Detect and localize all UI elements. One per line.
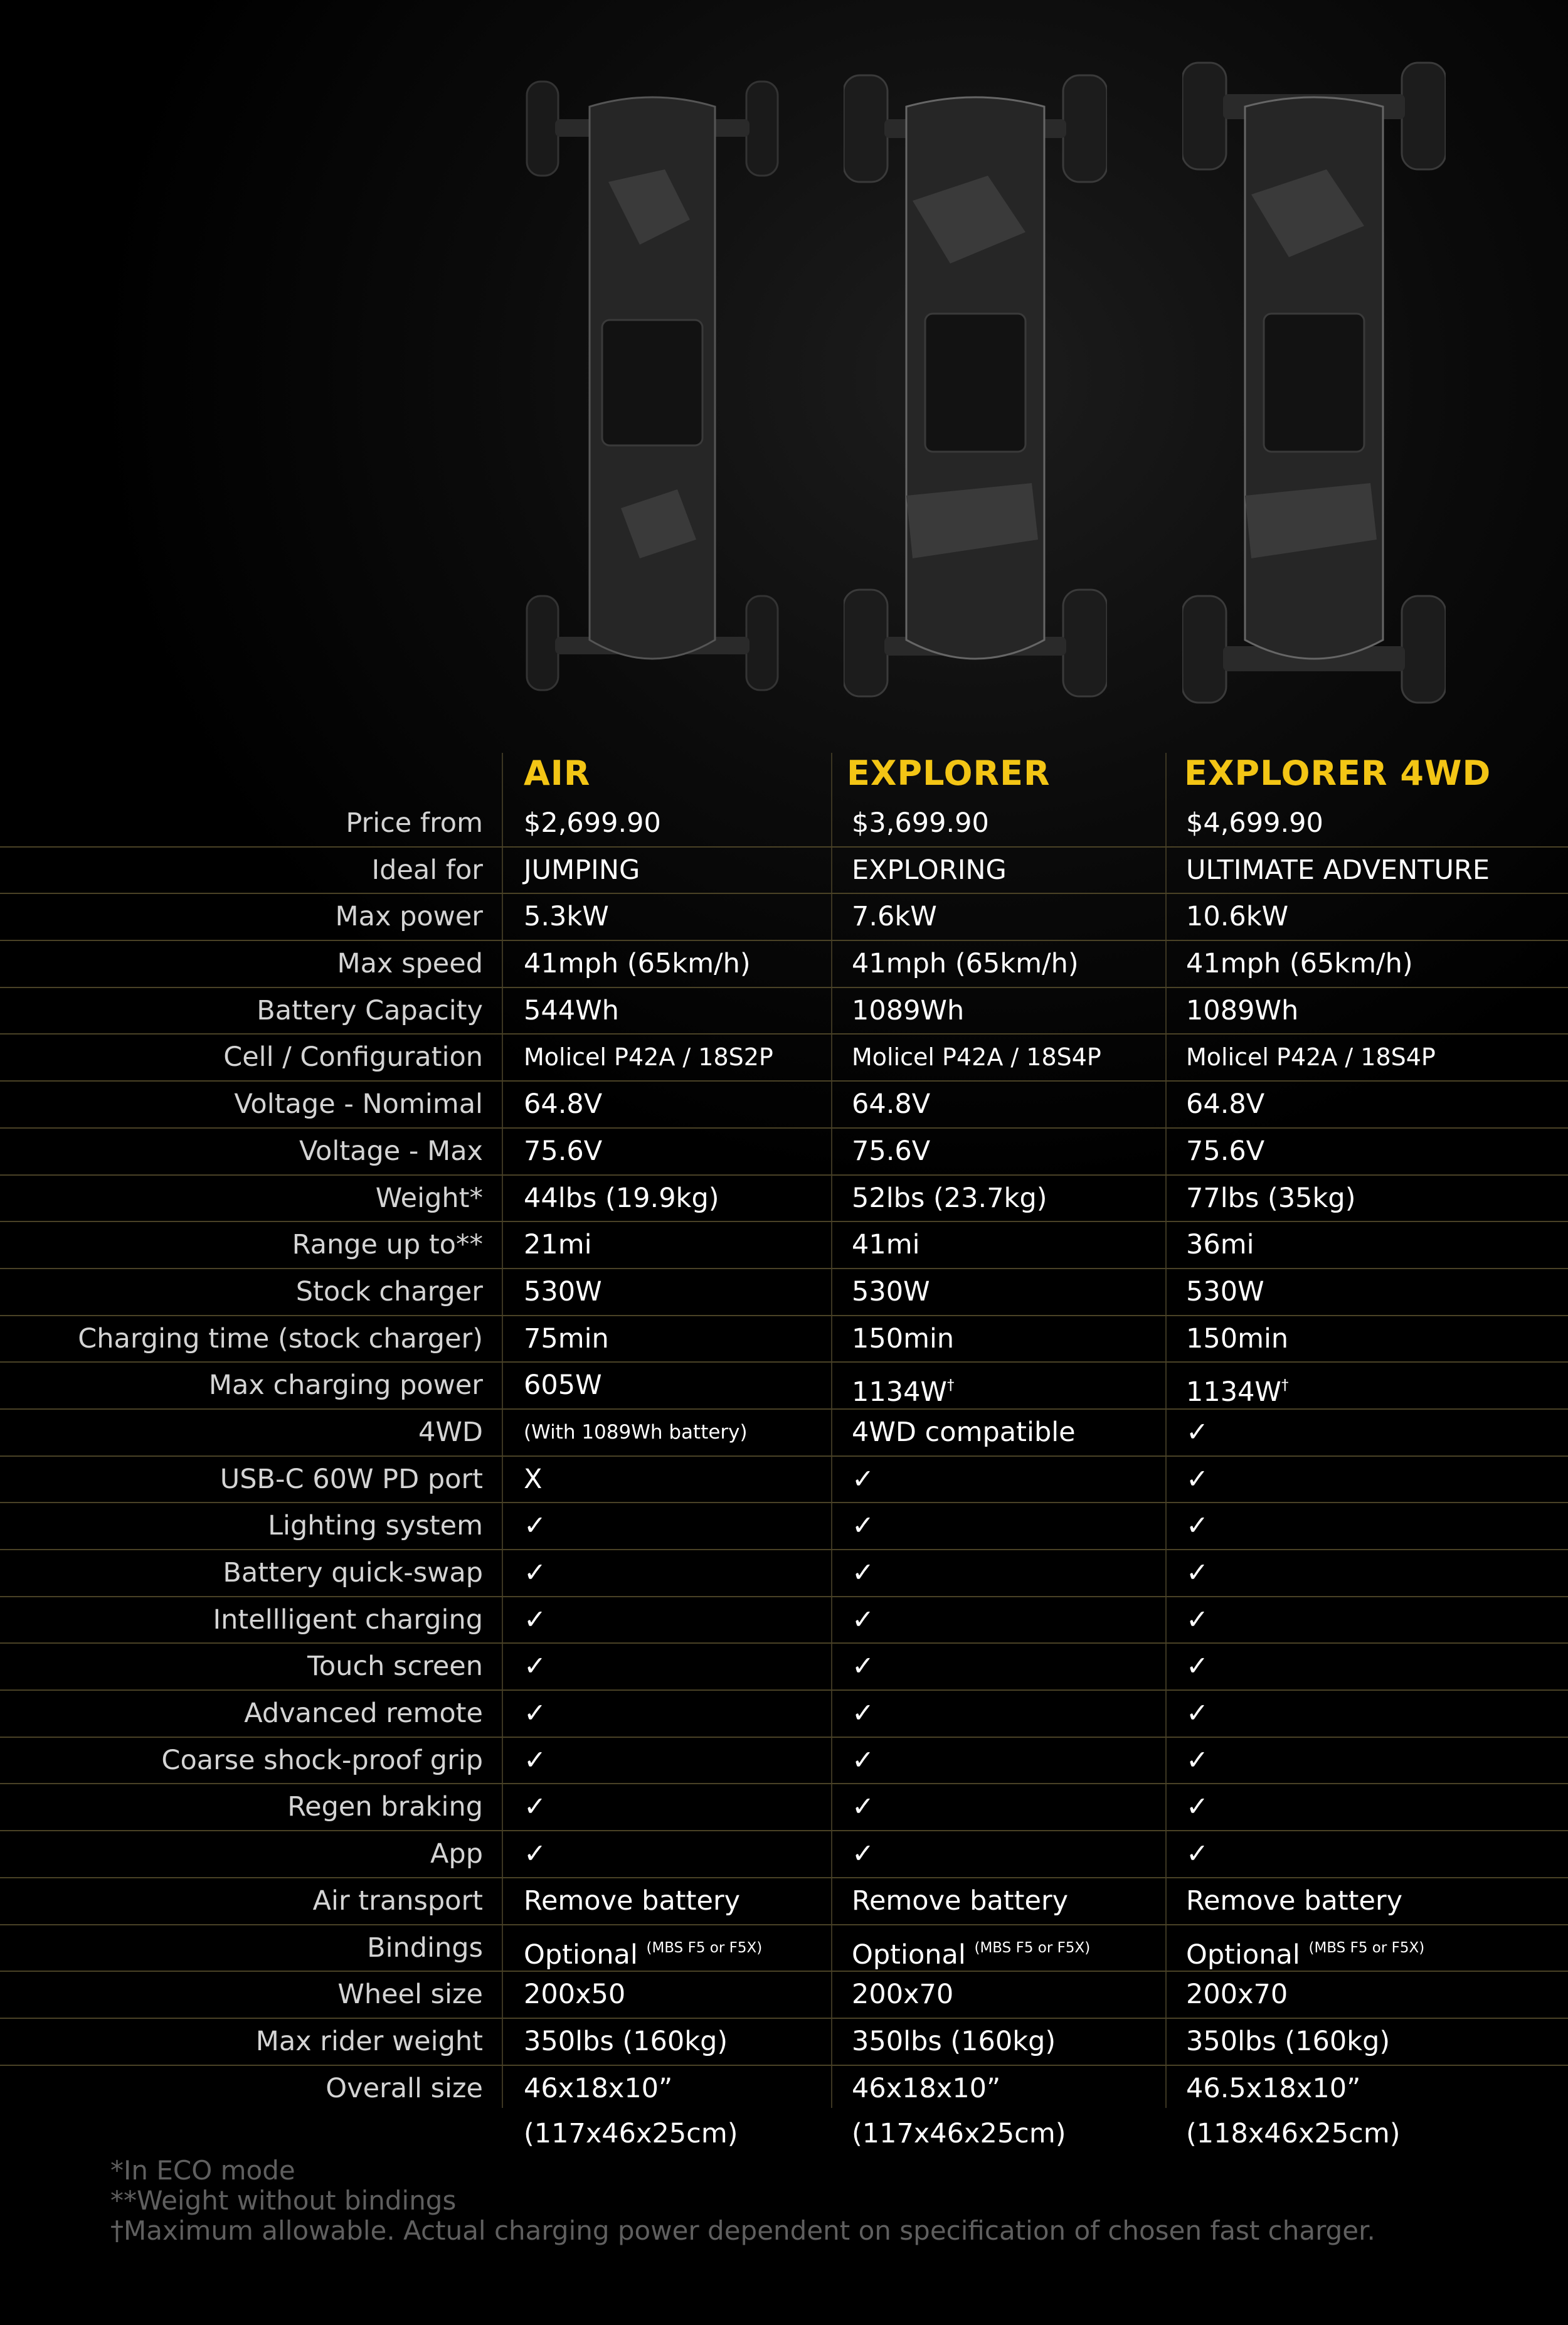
spec-value bbox=[524, 1363, 602, 1408]
spec-value bbox=[1186, 1784, 1209, 1829]
spec-value-text: ✓ bbox=[1186, 1698, 1209, 1730]
spec-value bbox=[524, 2019, 728, 2064]
spec-value-text: ✓ bbox=[852, 1651, 875, 1683]
spec-value bbox=[524, 1597, 546, 1642]
spec-label: USB-C 60W PD port bbox=[220, 1463, 483, 1495]
spec-value-text: ✓ bbox=[852, 1838, 875, 1870]
spec-value bbox=[852, 1691, 874, 1736]
spec-value bbox=[852, 1410, 1076, 1455]
spec-row bbox=[0, 1691, 1568, 1738]
spec-row bbox=[0, 1925, 1568, 1972]
spec-value-text: ✓ bbox=[524, 1651, 547, 1683]
spec-value bbox=[524, 1129, 602, 1174]
spec-value-text: ✓ bbox=[524, 1744, 547, 1776]
spec-value bbox=[1186, 1176, 1356, 1221]
spec-value bbox=[852, 1972, 953, 2017]
spec-value bbox=[524, 941, 751, 986]
spec-value-text: 4WD compatible bbox=[852, 1416, 1076, 1448]
spec-value-text: ✓ bbox=[524, 1510, 547, 1542]
spec-value-text: Optional bbox=[1186, 1939, 1300, 1971]
spec-value bbox=[524, 1925, 762, 1971]
spec-value bbox=[852, 1269, 930, 1314]
spec-label: App bbox=[430, 1838, 483, 1870]
model-name-explorer: EXPLORER bbox=[847, 753, 1051, 793]
spec-value-text: ✓ bbox=[852, 1791, 875, 1823]
spec-value bbox=[1186, 2066, 1360, 2111]
spec-value-text: ✓ bbox=[524, 1604, 547, 1636]
spec-value-text: Optional bbox=[852, 1939, 966, 1971]
spec-label: Air transport bbox=[312, 1885, 483, 1917]
spec-value bbox=[1186, 1644, 1209, 1689]
spec-value-text: 41mph (65km/h) bbox=[852, 948, 1079, 980]
spec-value-text: ✓ bbox=[852, 1557, 875, 1588]
spec-value-text: ✓ bbox=[1186, 1791, 1209, 1823]
spec-value bbox=[1186, 1925, 1424, 1971]
spec-value bbox=[1186, 2019, 1390, 2064]
spec-row bbox=[0, 1082, 1568, 1129]
spec-value bbox=[1186, 1972, 1288, 2017]
spec-value-text: Molicel P42A / 18S4P bbox=[852, 1043, 1101, 1072]
spec-value bbox=[1186, 1878, 1402, 1923]
spec-label: Max power bbox=[335, 901, 483, 933]
spec-value-text: 75min bbox=[524, 1322, 609, 1354]
spec-row bbox=[0, 1738, 1568, 1785]
spec-value-text: ✓ bbox=[852, 1463, 875, 1495]
spec-value-text: ✓ bbox=[852, 1744, 875, 1776]
spec-value-text: X bbox=[524, 1463, 543, 1495]
spec-row bbox=[0, 1503, 1568, 1550]
spec-value bbox=[1186, 1129, 1264, 1174]
spec-value-text: 1089Wh bbox=[1186, 994, 1299, 1026]
spec-value-text: ✓ bbox=[852, 1604, 875, 1636]
spec-value bbox=[524, 1738, 546, 1783]
spec-value bbox=[524, 1644, 546, 1689]
spec-label: Max rider weight bbox=[255, 2025, 483, 2057]
spec-value bbox=[524, 1222, 592, 1267]
spec-label: Cell / Configuration bbox=[223, 1041, 483, 1073]
spec-value-text: JUMPING bbox=[524, 854, 640, 886]
spec-value-text: 350lbs (160kg) bbox=[1186, 2025, 1391, 2057]
spec-value-text: ✓ bbox=[1186, 1838, 1209, 1870]
spec-value bbox=[524, 1691, 546, 1736]
spec-value-text: 21mi bbox=[524, 1229, 592, 1261]
spec-value bbox=[524, 1410, 748, 1455]
spec-value-text: (With 1089Wh battery) bbox=[524, 1420, 748, 1444]
spec-value-text: 75.6V bbox=[852, 1135, 931, 1167]
spec-value bbox=[852, 1503, 874, 1548]
spec-label: Wheel size bbox=[337, 1979, 483, 2011]
spec-row bbox=[0, 1784, 1568, 1831]
spec-value bbox=[852, 1644, 874, 1689]
spec-value bbox=[524, 1784, 546, 1829]
spec-label: Lighting system bbox=[268, 1510, 483, 1542]
spec-row bbox=[0, 1597, 1568, 1644]
spec-value: (117x46x25cm) bbox=[524, 2118, 738, 2150]
spec-value bbox=[1186, 941, 1413, 986]
footnote: *In ECO mode bbox=[110, 2155, 295, 2186]
spec-label: Price from bbox=[346, 807, 483, 839]
spec-value: (118x46x25cm) bbox=[1186, 2118, 1401, 2150]
spec-row bbox=[0, 2066, 1568, 2112]
spec-label: Intellligent charging bbox=[213, 1604, 483, 1636]
spec-row bbox=[0, 1410, 1568, 1457]
spec-value bbox=[852, 1925, 1090, 1971]
spec-value bbox=[524, 1550, 546, 1595]
spec-value-text: ✓ bbox=[524, 1791, 547, 1823]
spec-value-text: ✓ bbox=[1186, 1744, 1209, 1776]
spec-value bbox=[524, 1878, 740, 1923]
spec-row bbox=[0, 1035, 1568, 1082]
spec-value-text: Remove battery bbox=[852, 1885, 1069, 1917]
spec-value bbox=[524, 894, 609, 939]
spec-row bbox=[0, 1129, 1568, 1176]
footnotes bbox=[110, 2156, 1375, 2246]
spec-row bbox=[0, 801, 1568, 848]
board-images bbox=[0, 0, 1568, 721]
spec-value-text: $4,699.90 bbox=[1186, 807, 1323, 839]
spec-label: Regen braking bbox=[287, 1791, 483, 1823]
spec-value-text: 200x50 bbox=[524, 1979, 626, 2011]
spec-label: Voltage - Nomimal bbox=[234, 1088, 483, 1120]
spec-value-text: 44lbs (19.9kg) bbox=[524, 1182, 719, 1214]
spec-value-text: 7.6kW bbox=[852, 901, 937, 933]
spec-value bbox=[1186, 894, 1288, 939]
spec-value-text: 46.5x18x10” bbox=[1186, 2072, 1361, 2104]
spec-value-text: 150min bbox=[1186, 1322, 1289, 1354]
spec-value-text: 41mph (65km/h) bbox=[524, 948, 751, 980]
spec-value-text: 530W bbox=[1186, 1275, 1264, 1307]
spec-value bbox=[524, 1831, 546, 1876]
spec-value-text: 1134W bbox=[852, 1376, 947, 1408]
spec-value bbox=[852, 1082, 930, 1127]
spec-value-text: Molicel P42A / 18S4P bbox=[1186, 1043, 1436, 1072]
spec-value bbox=[524, 1176, 719, 1221]
spec-value bbox=[852, 1550, 874, 1595]
spec-value bbox=[1186, 1222, 1254, 1267]
spec-label: Max speed bbox=[337, 948, 483, 980]
spec-value-text: 77lbs (35kg) bbox=[1186, 1182, 1356, 1214]
comparison-table bbox=[0, 747, 1568, 2156]
spec-value-text: 1134W bbox=[1186, 1376, 1281, 1408]
dagger-mark: † bbox=[946, 1377, 955, 1394]
spec-value bbox=[852, 1597, 874, 1642]
spec-value bbox=[524, 1269, 602, 1314]
spec-value bbox=[1186, 848, 1490, 893]
spec-label: Ideal for bbox=[371, 854, 483, 886]
spec-value-text: 150min bbox=[852, 1322, 955, 1354]
spec-value bbox=[1186, 1738, 1209, 1783]
spec-value bbox=[1186, 1831, 1209, 1876]
spec-value bbox=[852, 2019, 1056, 2064]
spec-value bbox=[852, 894, 937, 939]
spec-row bbox=[0, 1644, 1568, 1691]
spec-value-text: 75.6V bbox=[1186, 1135, 1265, 1167]
spec-value-text: 350lbs (160kg) bbox=[852, 2025, 1056, 2057]
spec-value bbox=[1186, 1597, 1209, 1642]
spec-value-text: 75.6V bbox=[524, 1135, 603, 1167]
spec-value-text: 530W bbox=[524, 1275, 602, 1307]
spec-value bbox=[852, 1176, 1047, 1221]
spec-value bbox=[852, 1363, 954, 1408]
spec-value bbox=[852, 848, 1007, 893]
spec-label: Battery Capacity bbox=[257, 994, 483, 1026]
spec-row bbox=[0, 1878, 1568, 1925]
spec-value-text: Molicel P42A / 18S2P bbox=[524, 1043, 773, 1072]
spec-value-text: 605W bbox=[524, 1370, 602, 1402]
spec-value-text: ✓ bbox=[852, 1510, 875, 1542]
explorer-board-image bbox=[844, 56, 1107, 709]
model-header-row bbox=[0, 747, 1568, 801]
spec-value bbox=[1186, 1363, 1288, 1408]
spec-value-text: ✓ bbox=[1186, 1463, 1209, 1495]
spec-value bbox=[1186, 1316, 1288, 1361]
spec-value bbox=[852, 1222, 920, 1267]
spec-value-text: ✓ bbox=[852, 1698, 875, 1730]
spec-value bbox=[852, 1316, 954, 1361]
spec-value bbox=[1186, 1082, 1264, 1127]
bindings-note: (MBS F5 or F5X) bbox=[974, 1939, 1091, 1956]
spec-value-text: 200x70 bbox=[1186, 1979, 1288, 2011]
spec-label: Stock charger bbox=[295, 1275, 483, 1307]
spec-row bbox=[0, 1457, 1568, 1504]
spec-value bbox=[524, 2066, 672, 2111]
spec-value-text: EXPLORING bbox=[852, 854, 1007, 886]
spec-value-text: 10.6kW bbox=[1186, 901, 1289, 933]
spec-value bbox=[1186, 1410, 1209, 1455]
spec-value bbox=[852, 2066, 1000, 2111]
spec-value bbox=[1186, 988, 1298, 1033]
spec-value-text: 544Wh bbox=[524, 994, 619, 1026]
spec-label: Bindings bbox=[367, 1932, 483, 1964]
spec-row bbox=[0, 1316, 1568, 1363]
spec-label: Overall size bbox=[326, 2072, 483, 2104]
spec-label: Max charging power bbox=[208, 1370, 483, 1402]
spec-value-text: $3,699.90 bbox=[852, 807, 989, 839]
spec-rows bbox=[0, 801, 1568, 2156]
spec-row bbox=[0, 2019, 1568, 2066]
spec-label: Voltage - Max bbox=[299, 1135, 483, 1167]
spec-value bbox=[852, 1831, 874, 1876]
spec-row bbox=[0, 1550, 1568, 1597]
spec-value bbox=[1186, 1503, 1209, 1548]
spec-label: Coarse shock-proof grip bbox=[161, 1744, 483, 1776]
spec-value bbox=[1186, 801, 1323, 846]
spec-value bbox=[1186, 1269, 1264, 1314]
spec-value-text: Remove battery bbox=[524, 1885, 741, 1917]
spec-value bbox=[1186, 1457, 1209, 1502]
dagger-mark: † bbox=[1281, 1377, 1289, 1394]
bindings-note: (MBS F5 or F5X) bbox=[1308, 1939, 1425, 1956]
spec-value bbox=[524, 1316, 609, 1361]
spec-value-text: ✓ bbox=[1186, 1604, 1209, 1636]
spec-row bbox=[0, 941, 1568, 988]
spec-value bbox=[1186, 1691, 1209, 1736]
spec-value bbox=[852, 988, 964, 1033]
spec-value: (117x46x25cm) bbox=[852, 2118, 1066, 2150]
spec-row bbox=[0, 1363, 1568, 1410]
spec-value bbox=[1186, 1550, 1209, 1595]
spec-label: Range up to** bbox=[292, 1229, 483, 1261]
spec-value bbox=[852, 1738, 874, 1783]
spec-value-text: ✓ bbox=[524, 1698, 547, 1730]
spec-value bbox=[524, 1082, 602, 1127]
spec-value-text: 5.3kW bbox=[524, 901, 609, 933]
spec-value bbox=[852, 1457, 874, 1502]
spec-value-text: ✓ bbox=[1186, 1416, 1209, 1448]
spec-row bbox=[0, 1176, 1568, 1223]
bindings-note: (MBS F5 or F5X) bbox=[646, 1939, 763, 1956]
spec-value-text: 350lbs (160kg) bbox=[524, 2025, 728, 2057]
spec-value-text: Optional bbox=[524, 1939, 638, 1971]
spec-label: Battery quick-swap bbox=[223, 1557, 483, 1588]
spec-value-text: 64.8V bbox=[852, 1088, 931, 1120]
spec-label: Weight* bbox=[375, 1182, 483, 1214]
spec-value-text: 41mph (65km/h) bbox=[1186, 948, 1413, 980]
spec-label: 4WD bbox=[418, 1416, 483, 1448]
spec-value-text: 64.8V bbox=[1186, 1088, 1265, 1120]
spec-label: Touch screen bbox=[307, 1651, 483, 1683]
spec-row bbox=[0, 894, 1568, 941]
spec-value-text: ✓ bbox=[524, 1838, 547, 1870]
footnote: †Maximum allowable. Actual charging power dependent on specification of chosen fast charger. bbox=[110, 2215, 1375, 2246]
spec-value bbox=[852, 1878, 1068, 1923]
spec-value bbox=[524, 988, 619, 1033]
spec-value-text: ✓ bbox=[1186, 1557, 1209, 1588]
spec-value bbox=[852, 1035, 1101, 1080]
spec-label: Charging time (stock charger) bbox=[78, 1322, 483, 1354]
spec-row bbox=[0, 848, 1568, 895]
spec-row bbox=[0, 1269, 1568, 1316]
spec-value bbox=[524, 1503, 546, 1548]
spec-value-text: 36mi bbox=[1186, 1229, 1254, 1261]
spec-value bbox=[524, 801, 661, 846]
explorer-4wd-board-image bbox=[1182, 56, 1446, 709]
spec-value-text: 64.8V bbox=[524, 1088, 603, 1120]
spec-value-text: ✓ bbox=[1186, 1651, 1209, 1683]
spec-row bbox=[0, 1831, 1568, 1878]
spec-value bbox=[524, 1035, 773, 1080]
spec-value-text: 46x18x10” bbox=[524, 2072, 673, 2104]
spec-value-text: 52lbs (23.7kg) bbox=[852, 1182, 1047, 1214]
spec-value-text: ✓ bbox=[1186, 1510, 1209, 1542]
spec-value-text: 41mi bbox=[852, 1229, 920, 1261]
model-name-air: AIR bbox=[524, 753, 591, 793]
spec-value bbox=[1186, 1035, 1436, 1080]
air-board-image bbox=[521, 56, 784, 709]
spec-value bbox=[852, 941, 1079, 986]
spec-value bbox=[852, 1129, 930, 1174]
footnote: **Weight without bindings bbox=[110, 2185, 457, 2216]
spec-value bbox=[852, 801, 989, 846]
spec-value bbox=[524, 1457, 542, 1502]
spec-value-text: Remove battery bbox=[1186, 1885, 1403, 1917]
spec-value-text: 530W bbox=[852, 1275, 930, 1307]
spec-value-text: 1089Wh bbox=[852, 994, 965, 1026]
spec-row bbox=[0, 1972, 1568, 2019]
spec-value bbox=[524, 848, 640, 893]
spec-value-text: 46x18x10” bbox=[852, 2072, 1001, 2104]
model-name-explorer-4wd: EXPLORER 4WD bbox=[1184, 753, 1491, 793]
spec-value bbox=[524, 1972, 625, 2017]
spec-row bbox=[0, 988, 1568, 1035]
spec-value-text: ULTIMATE ADVENTURE bbox=[1186, 854, 1490, 886]
spec-row bbox=[0, 1222, 1568, 1269]
spec-label: Advanced remote bbox=[244, 1698, 483, 1730]
spec-value-text: $2,699.90 bbox=[524, 807, 661, 839]
spec-value-text: ✓ bbox=[524, 1557, 547, 1588]
spec-value-text: 200x70 bbox=[852, 1979, 954, 2011]
spec-row-continuation bbox=[0, 2111, 1568, 2156]
spec-value bbox=[852, 1784, 874, 1829]
